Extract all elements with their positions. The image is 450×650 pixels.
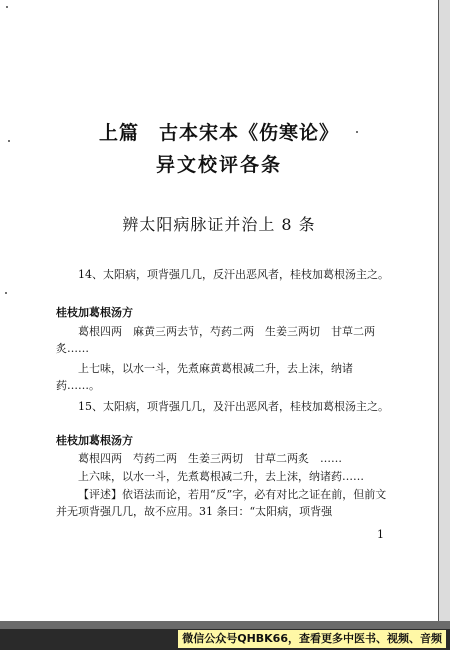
formula-method: 上七味，以水一斗，先煮麻黄葛根减二升，去上沫，纳诸药……。 [56, 362, 353, 392]
page-edge [438, 0, 450, 621]
clause-14: 14、太阳病，项背强几几，反汗出恶风者，桂枝加葛根汤主之。 [78, 268, 389, 281]
section-heading: 辨太阳病脉证并治上 8 条 [122, 215, 316, 234]
formula-heading: 桂枝加葛根汤方 [56, 434, 133, 447]
scan-speck [6, 6, 8, 8]
scan-speck [5, 292, 7, 294]
clause-15: 15、太阳病，项背强几几，及汗出恶风者，桂枝加葛根汤主之。 [78, 400, 389, 413]
book-subtitle: 异文校评各条 [155, 154, 282, 176]
page-number: 1 [377, 528, 384, 541]
formula-ingredients: 葛根四两 芍药二两 生姜三两切 甘草二两炙 …… [78, 452, 342, 465]
formula-heading: 桂枝加葛根汤方 [56, 306, 133, 319]
book-title: 上篇 古本宋本《伤寒论》 [98, 122, 339, 144]
page-edge [0, 621, 450, 629]
formula-method: 上六味，以水一斗，先煮葛根减二升，去上沫，纳诸药…… [78, 470, 364, 483]
promo-banner: 微信公众号QHBK66，查看更多中医书、视频、音频 [178, 630, 446, 648]
formula-ingredients: 葛根四两 麻黄三两去节，芍药二两 生姜三两切 甘草二两炙…… [56, 325, 375, 355]
commentary: 【评述】依语法而论，若用“反”字，必有对比之证在前，但前文并无项背强几几，故不应用。31 条曰：“太阳病，项背强 [56, 488, 387, 518]
